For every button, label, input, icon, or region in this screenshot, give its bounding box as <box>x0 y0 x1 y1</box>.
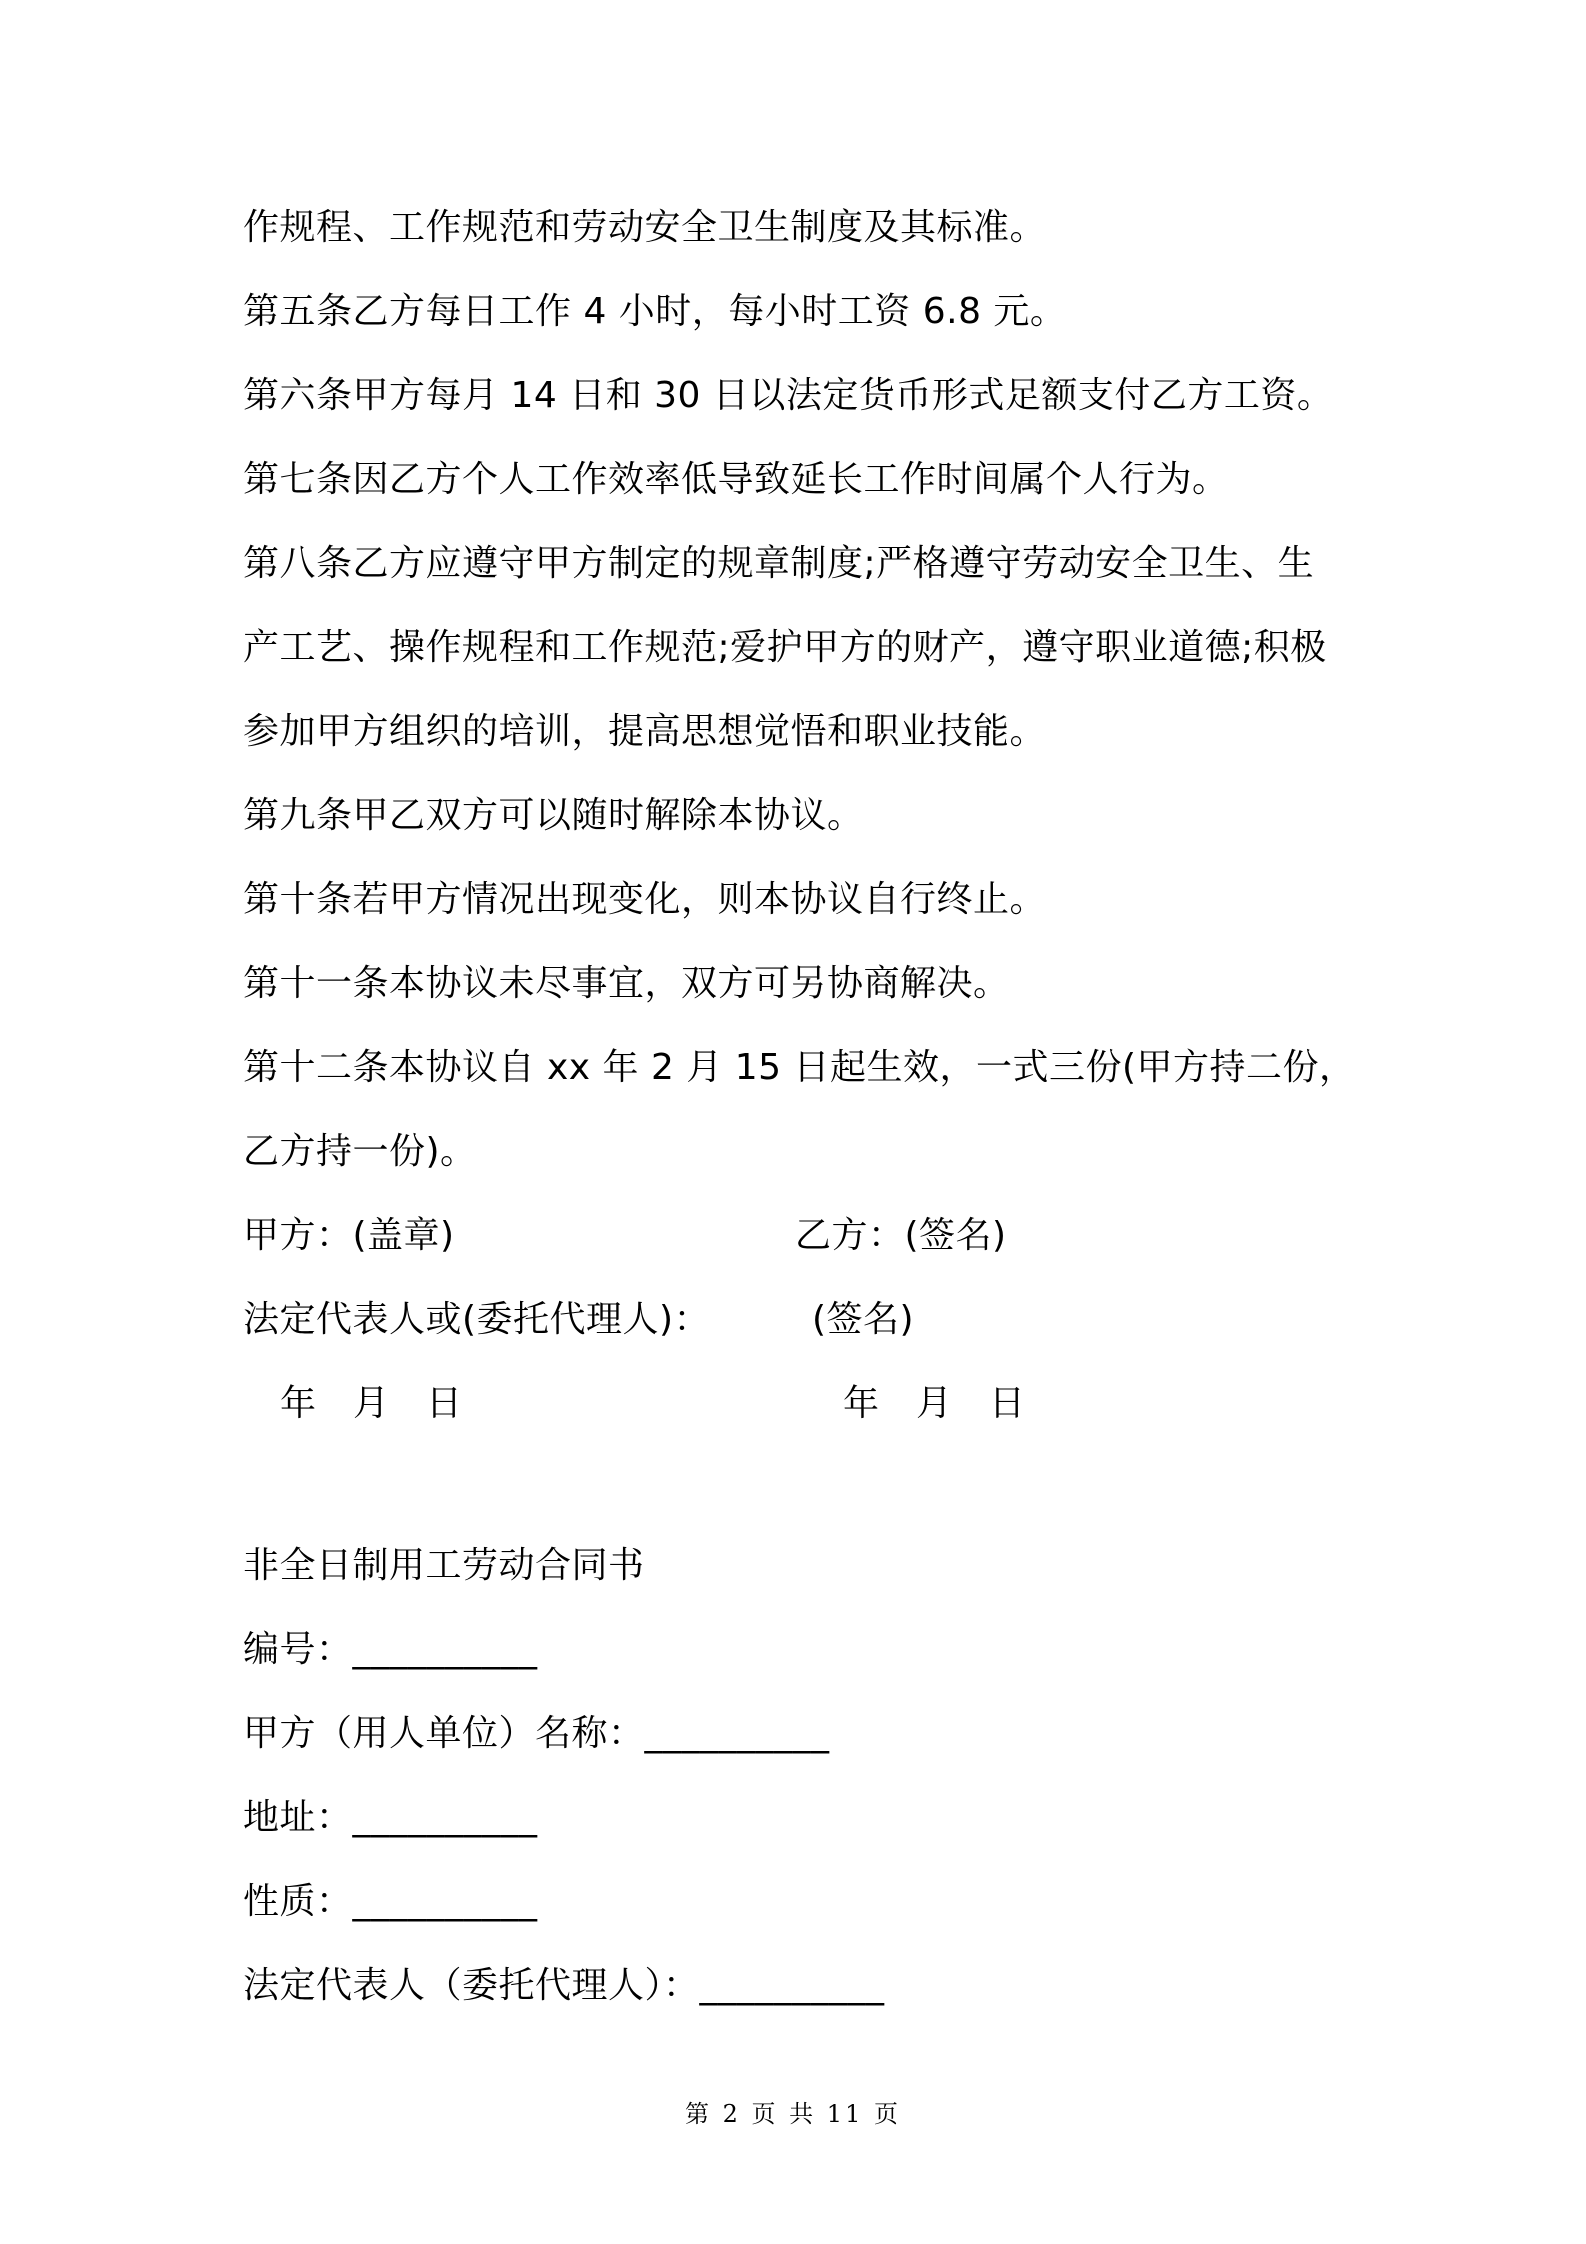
page-number: 第 2 页 共 11 页 <box>685 2100 901 2128</box>
party-b-sign: 乙方：(签名) <box>795 1215 1007 1256</box>
field-legal-representative: 法定代表人（委托代理人）：__________ <box>243 1965 885 2006</box>
clause-eleven: 第十一条本协议未尽事宜，双方可另协商解决。 <box>243 963 1010 1004</box>
clause-six: 第六条甲方每月 14 日和 30 日以法定货币形式足额支付乙方工资。 <box>243 375 1334 416</box>
clause-text: 作规程、工作规范和劳动安全卫生制度及其标准。 <box>243 207 1047 248</box>
clause-seven: 第七条因乙方个人工作效率低导致延长工作时间属个人行为。 <box>243 459 1229 500</box>
contract-title: 非全日制用工劳动合同书 <box>243 1545 645 1586</box>
clause-twelve-end: 乙方持一份)。 <box>243 1131 477 1172</box>
field-nature: 性质：__________ <box>243 1881 538 1922</box>
party-a-seal: 甲方：(盖章) <box>243 1215 455 1256</box>
date-party-b: 年 月 日 <box>843 1383 1026 1424</box>
clause-nine: 第九条甲乙双方可以随时解除本协议。 <box>243 795 864 836</box>
field-number: 编号：__________ <box>243 1629 538 1670</box>
clause-eight-end: 参加甲方组织的培训，提高思想觉悟和职业技能。 <box>243 711 1047 752</box>
clause-twelve: 第十二条本协议自 xx 年 2 月 15 日起生效，一式三份(甲方持二份， <box>243 1047 1356 1088</box>
clause-ten: 第十条若甲方情况出现变化，则本协议自行终止。 <box>243 879 1047 920</box>
representative-label: 法定代表人或(委托代理人)： <box>243 1299 711 1340</box>
field-employer-name: 甲方（用人单位）名称：__________ <box>243 1713 830 1754</box>
date-party-a: 年 月 日 <box>280 1383 463 1424</box>
clause-eight-cont: 产工艺、操作规程和工作规范;爱护甲方的财产，遵守职业道德;积极 <box>243 627 1327 668</box>
field-address: 地址：__________ <box>243 1797 538 1838</box>
representative-sign: (签名) <box>812 1299 915 1340</box>
clause-eight: 第八条乙方应遵守甲方制定的规章制度;严格遵守劳动安全卫生、生 <box>243 543 1315 584</box>
clause-five: 第五条乙方每日工作 4 小时，每小时工资 6.8 元。 <box>243 291 1067 332</box>
